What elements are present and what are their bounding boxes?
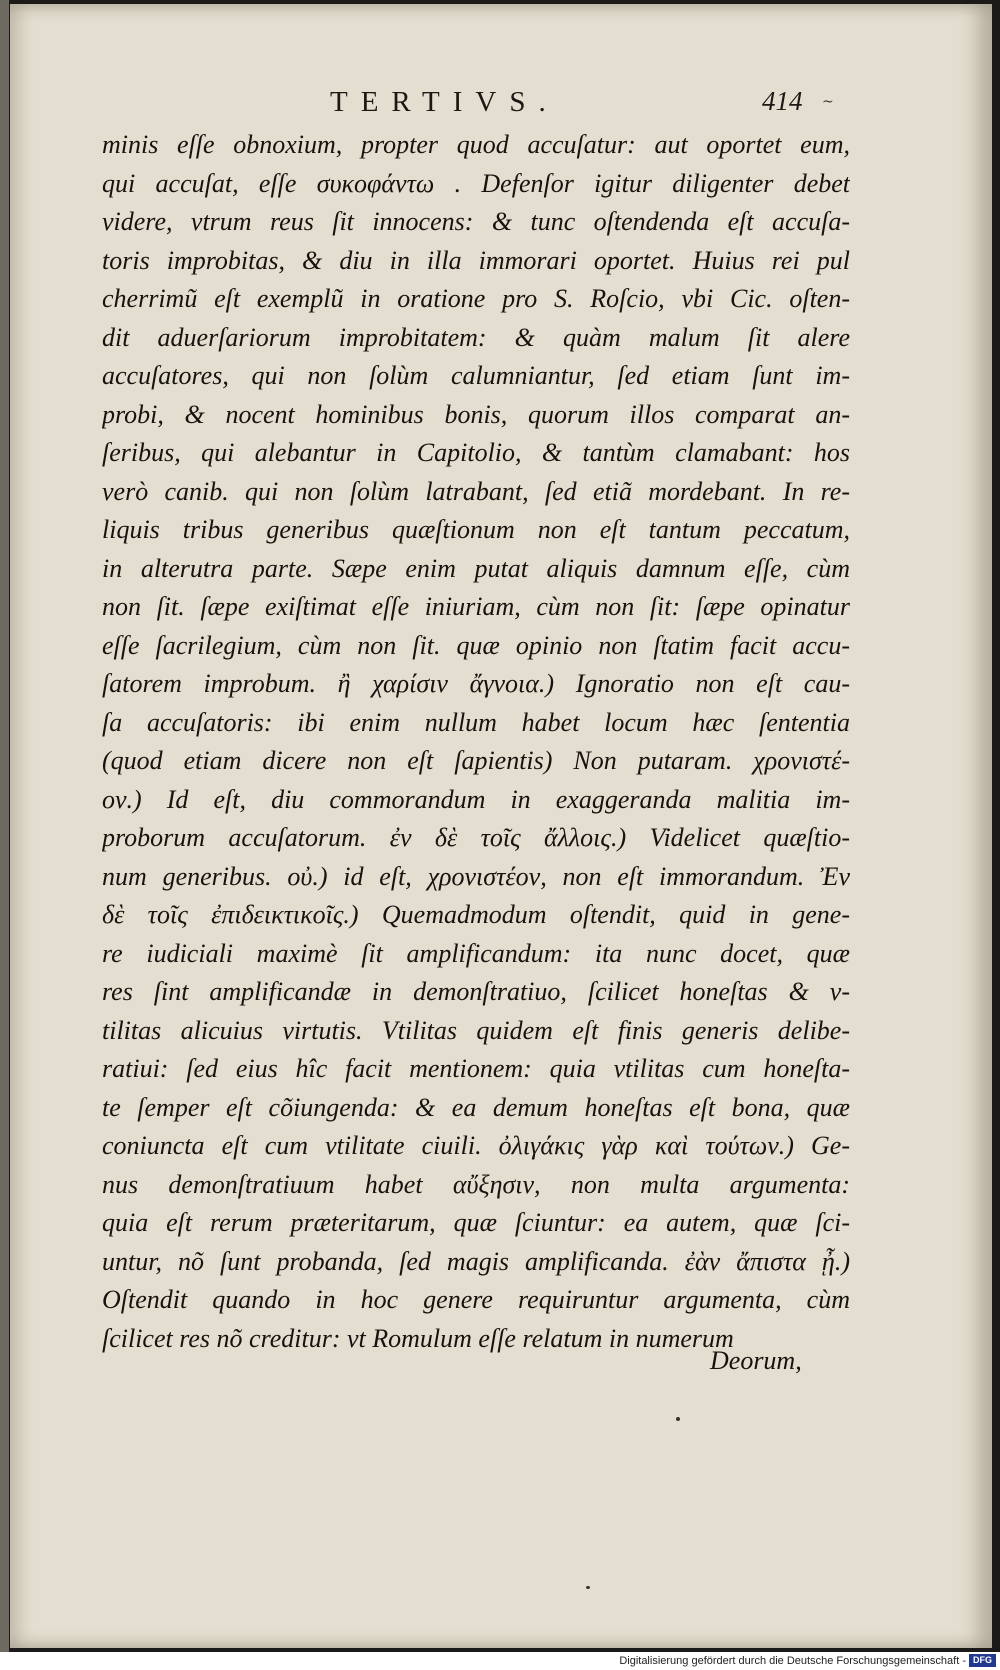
- book-page: [10, 4, 992, 1648]
- text-line: ſatorem improbum. ἢ χαρίσιν ἄγνοια.) Ignoratio non eſt cau-: [102, 669, 850, 698]
- footer-bar: [0, 1652, 1000, 1670]
- text-line: coniuncta eſt cum vtilitate ciuili. ὀλιγάκις γὰρ καὶ τούτων.) Ge-: [102, 1131, 850, 1160]
- text-line: re iudiciali maximè ſit amplificandum: ita nunc docet, quæ: [102, 938, 850, 968]
- text-line: untur, nõ ſunt probanda, ſed magis amplificanda. ἐὰν ἄπιστα ᾖ.): [102, 1246, 850, 1276]
- text-line: ſcilicet res nõ creditur: vt Romulum eſſe relatum in numerum: [102, 1323, 734, 1353]
- text-line: ſeribus, qui alebantur in Capitolio, & tantùm clamabant: hos: [102, 438, 850, 467]
- text-line: num generibus. οὐ.) id eſt, χρονιστέον, non eſt immorandum. Ἐν: [102, 861, 850, 891]
- text-line: res ſint amplificandæ in demonſtratiuo, ſcilicet honeſtas & v-: [102, 977, 850, 1006]
- text-line: ratiui: ſed eius hîc facit mentionem: quia vtilitas cum honeſta-: [102, 1054, 850, 1083]
- body-text: [102, 126, 850, 1358]
- running-head: TERTIVS.: [330, 86, 559, 118]
- funding-credit: Digitalisierung gefördert durch die Deutsche Forschungsgemeinschaft -: [619, 1655, 966, 1667]
- folio-mark: ~: [822, 94, 834, 110]
- text-line: videre, vtrum reus ſit innocens: & tunc oſtendenda eſt accuſa-: [102, 207, 850, 236]
- text-line: nus demonſtratiuum habet αὔξησιν, non multa argumenta:: [102, 1169, 850, 1199]
- text-line: Oſtendit quando in hoc genere requiruntur argumenta, cùm: [102, 1285, 850, 1314]
- text-line: quia eſt rerum præteritarum, quæ ſciuntur: ea autem, quæ ſci-: [102, 1208, 850, 1237]
- text-line: dit aduerſariorum improbitatem: & quàm malum ſit alere: [102, 322, 850, 352]
- text-line: liquis tribus generibus quæſtionum non eſt tantum peccatum,: [102, 515, 850, 544]
- text-line: te ſemper eſt cõiungenda: & ea demum honeſtas eſt bona, quæ: [102, 1092, 850, 1122]
- text-line: eſſe ſacrilegium, cùm non ſit. quæ opinio non ſtatim facit accu-: [102, 630, 850, 660]
- text-line: cherrimũ eſt exemplũ in oratione pro S. Roſcio, vbi Cic. oſten-: [102, 284, 850, 313]
- paper-speck: [586, 1586, 590, 1589]
- text-line: δὲ τοῖς ἐπιδεικτικοῖς.) Quemadmodum oſtendit, quid in gene-: [102, 900, 850, 929]
- text-line: probi, & nocent hominibus bonis, quorum illos comparat an-: [102, 399, 850, 429]
- text-line: non ſit. ſæpe exiſtimat eſſe iniuriam, cùm non ſit: ſæpe opinatur: [102, 592, 850, 621]
- text-line: in alterutra parte. Sæpe enim putat aliquis damnum eſſe, cùm: [102, 553, 850, 583]
- text-line: ον.) Id eſt, diu commorandum in exaggeranda malitia im-: [102, 784, 850, 814]
- text-line: (quod etiam dicere non eſt ſapientis) Non putaram. χρονιστέ-: [102, 746, 850, 775]
- text-line: qui accuſat, eſſe συκοφάντω . Defenſor igitur diligenter debet: [102, 168, 850, 198]
- text-line: toris improbitas, & diu in illa immorari oportet. Huius rei pul: [102, 245, 850, 275]
- text-line: accuſatores, qui non ſolùm calumniantur, ſed etiam ſunt im-: [102, 361, 850, 390]
- paper-speck: [676, 1417, 680, 1421]
- text-line: ſa accuſatoris: ibi enim nullum habet locum hæc ſententia: [102, 707, 850, 737]
- dfg-logo: DFG: [969, 1654, 996, 1667]
- page-number: 414: [762, 86, 803, 116]
- text-line: tilitas alicuius virtutis. Vtilitas quidem eſt finis generis delibe-: [102, 1015, 850, 1045]
- scan-left-edge: [0, 0, 9, 1652]
- catchword: Deorum,: [710, 1346, 802, 1375]
- text-line: minis eſſe obnoxium, propter quod accuſatur: aut oportet eum,: [102, 130, 850, 159]
- text-line: proborum accuſatorum. ἐν δὲ τοῖς ἄλλοις.) Videlicet quæſtio-: [102, 823, 850, 852]
- text-line: verò canib. qui non ſolùm latrabant, ſed etiã mordebant. In re-: [102, 476, 850, 506]
